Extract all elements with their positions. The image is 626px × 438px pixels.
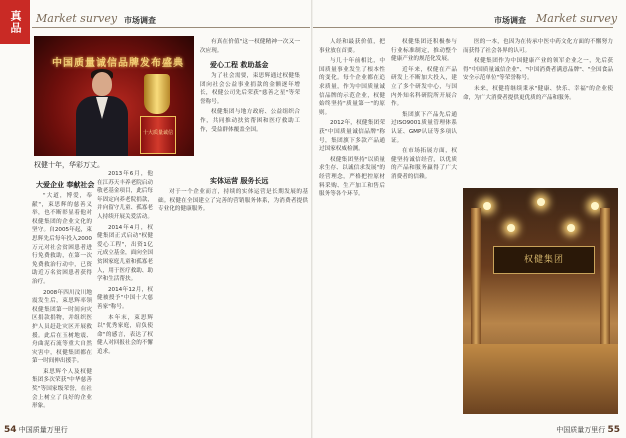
right-column-3 [463,38,613,184]
section-title-charity: 大爱企业 奉献社会 [36,181,95,189]
paragraph: 2008年四川汶川地震发生后，束思辉率领权健集团第一时间向灾区捐款捐物，并组织医护人员赶赴灾区开展救援。此后在玉树地震、舟曲泥石流等重大自然灾害中，权健集团都在第一时间伸出援手。 [32,289,92,365]
left-column-1 [32,192,92,418]
paragraph: "大道，博爱，奉献"，束思辉的慈善义举，也不断彰显着他对权健集团的企业文化的坚守。自2005年起，束思辉先后每年投入2000万元对社会贫困患者进行免费救助，在第一次免费救治行动中，已资助近万名贫困患者获得治疗。 [32,193,92,285]
header-english: Market survey [536,12,618,25]
company-sign: 权健集团 [493,246,595,274]
paragraph: 权健集团作为中国健康产业的领军企业之一，先后获得"中国质量诚信企业"、"中国消费者满意品牌"、"全国食品安全示范单位"等荣誉称号。 [463,58,613,82]
paragraph: 与几十年前相比，中国质量事业发生了根本性的变化。每个企业都在追求质量，作为中国质量诚信品牌的示范企业，权健始终坚持"质量第一"的原则。 [319,58,385,116]
header-rule [32,27,310,28]
photo-caption: 权健十年，华彩万丈。 [34,161,104,169]
lobby-floor [463,344,618,414]
paragraph: 本年末，束思辉以"优秀家庭，肩负使命"的感言，表达了权健人对回报社会的不懈追求。 [97,314,153,355]
paragraph: 对于一个企业而言，持续的实体运营是长期发展的基础。权健在全国建立了完善的营销服务体系，为消费者提供专业化的健康服务。 [158,189,308,213]
paragraph: 2014年4月，权健集团正式启动"权健爱心工程"，出资1亿元成立基金，面向全国贫困家庭儿童和孤寡老人，用于医疗救助、助学和生活帮扶。 [97,224,153,283]
header-chinese: 市场调查 [494,16,526,25]
section-title-operation: 实体运营 服务长远 [210,177,269,185]
page-number: 54 [4,425,17,435]
right-page-header [318,12,618,28]
person-figure [72,66,132,156]
paragraph: 有真在价值"这一权健精神一次又一次应现。 [200,39,300,54]
right-footer [556,425,620,435]
paragraph: 未来，权健将继续秉承"健康、快乐、幸福"的企业使命，为广大消费者提供更优质的产品和服务。 [463,85,613,101]
magazine-title: 中国质量万里行 [556,426,606,434]
genuine-badge: 真品 [0,0,30,44]
paragraph: 在市场拓展方面，权健坚持诚信经营，以优质的产品和服务赢得了广大消费者的信赖。 [391,148,457,180]
hall-photo [463,188,618,414]
page-number: 55 [607,425,620,435]
left-column-2 [97,170,153,418]
paragraph: 权健集团还积极参与行业标准制定，推动整个健康产业的规范化发展。 [391,39,457,63]
paragraph: 2012年，权健集团荣获"中国质量诚信品牌"称号，集团旗下多款产品通过国家权威检测。 [319,120,385,153]
header-english: Market survey [36,12,118,25]
paragraph: 近年来，权健在产品研发上不断加大投入，建立了多个研发中心，与国内外知名科研院所开展合作。 [391,66,457,108]
award-photo [34,36,194,156]
paragraph: 医的一本，也因为在传承中医中药文化方面的不懈努力而获得了社会各界的认可。 [463,39,613,54]
paragraph: 权健集团与地方政府、公益组织合作，共同推动扶贫帮困和医疗救助工作，受益群体覆盖全国。 [200,109,300,133]
right-column-1 [319,38,385,420]
paragraph: 束思辉个人及权健集团多次荣获"中华慈善奖"等国家级荣誉，在社会上树立了良好的企业形象。 [32,368,92,410]
header-rule [313,27,613,28]
paragraph: 人经和最获价值，把事业放在首要。 [319,39,385,54]
left-footer [4,425,68,435]
paragraph: 为了社会需要，束思辉通过权健集团向社会公益事业捐款的金额逐年增长，权健公司先后荣获"慈善之星"等荣誉称号。 [200,73,300,105]
header-chinese: 市场调查 [124,16,156,25]
magazine-title: 中国质量万里行 [18,426,68,434]
paragraph: 2013年6月，他在江苏天丰养老院启动敬老基金项目，此后每年固定向养老院捐款，并向留守儿童、孤寡老人持续开展关爱活动。 [97,171,153,220]
right-page [313,0,626,438]
trophy-plaque-text: 十大质量诚信 [143,130,174,136]
left-column-4 [158,188,308,418]
section-title-fund: 爱心工程 救助基金 [210,61,269,69]
paragraph: 2014年12月，权健被授予"中国十大慈善家"称号。 [97,286,153,310]
left-page-header [0,12,310,28]
paragraph: 集团旗下产品先后通过ISO9001质量管理体系认证、GMP认证等多项认证。 [391,111,457,144]
trophy-icon [136,68,178,154]
left-column-3-mid [200,72,300,172]
paragraph: 权健集团坚持"以质量求生存、以诚信求发展"的经营理念，严格把控原材料采购、生产加工和售后服务等各个环节。 [319,156,385,198]
photo-banner-text: 中国质量诚信品牌发布盛典 [52,58,184,69]
right-column-2 [391,38,457,420]
